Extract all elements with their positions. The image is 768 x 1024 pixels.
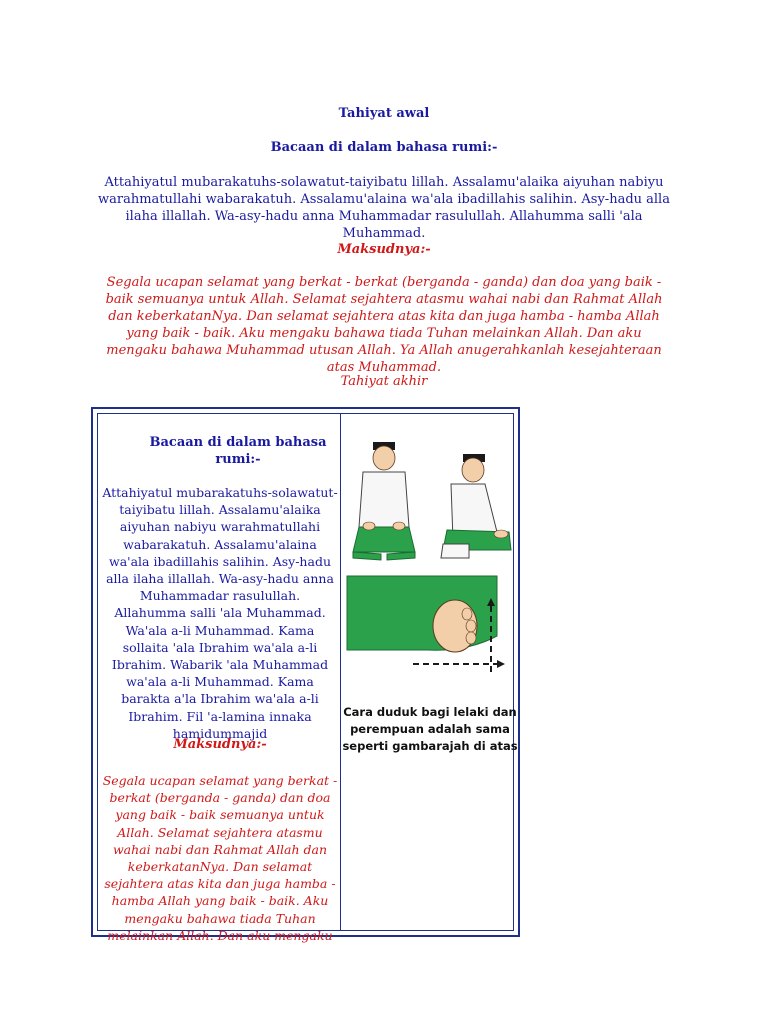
akhir-subtitle-bacaan: Bacaan di dalam bahasa rumi:-	[149, 435, 327, 467]
meaning-heading: Maksudnya:-	[337, 242, 431, 257]
section-subtitle-bacaan: Bacaan di dalam bahasa rumi:-	[270, 140, 498, 155]
tahiyat-akhir-table	[91, 407, 520, 943]
akhir-meaning-text: Segala ucapan selamat yang berkat - berkat (berganda - ganda) dan doa yang baik - baik semuanya untuk Allah. Selamat sejahtera atasmu wahai nabi dan Rahmat Allah dan keberkatanNya. Dan selamat sejahtera atas kita dan juga hamba - hamba Allah yang baik - baik. Aku mengaku bahawa tiada Tuhan melainkan Allah. Dan aku mengaku	[102, 773, 338, 943]
figure-front-view	[353, 442, 415, 560]
section-title-tahiyat-awal: Tahiyat awal	[338, 106, 430, 121]
table-inner-frame	[97, 413, 518, 943]
illustration-caption: Cara duduk bagi lelaki dan perempuan adalah sama seperti gambarajah di atas	[342, 705, 518, 753]
text-column	[98, 414, 341, 943]
foot-position-diagram	[347, 576, 512, 686]
figure-side-view	[441, 454, 511, 558]
illustration-column	[341, 414, 518, 930]
meaning-text: Segala ucapan selamat yang berkat - berkat (berganda - ganda) dan doa yang baik - baik semuanya untuk Allah. Selamat sejahtera atasmu wahai nabi dan Rahmat Allah dan keberkatanNya. Dan selamat sejahtera atas kita dan juga hamba - hamba Allah yang baik - baik. Aku mengaku bahawa tiada Tuhan melainkan Allah. Dan aku mengaku bahawa Muhammad utusan Allah. Ya Allah anugerahkanlah kesejahteraan atas Muhammad.	[105, 275, 663, 375]
section-title-tahiyat-akhir: Tahiyat akhir	[340, 374, 428, 389]
sitting-figures-illustration	[351, 432, 516, 572]
akhir-meaning-heading: Maksudnya:-	[173, 737, 267, 752]
akhir-recitation-text: Attahiyatul mubarakatuhs-solawatut-taiyibatu lillah. Assalamu'alaika aiyuhan nabiyu warahmatullahi wabarakatuh. Assalamu'alaina wa'ala ibadillahis salihin. Asy-hadu alla ilaha illallah. Wa-asy-hadu anna Muhammadar rasulullah. Allahumma salli 'ala Muhammad. Wa'ala a-li Muhammad. Kama sollaita 'ala Ibrahim wa'ala a-li Ibrahim. Wabarik 'ala Muhammad wa'ala a-li Muhammad. Kama barakta a'la Ibrahim wa'ala a-li Ibrahim. Fil 'a-lamina innaka hamidummajid	[102, 485, 338, 741]
recitation-text: Attahiyatul mubarakatuhs-solawatut-taiyibatu lillah. Assalamu'alaika aiyuhan nabiyu warahmatullahi wabarakatuh. Assalamu'alaina wa'ala ibadillahis salihin. Asy-hadu alla ilaha illallah. Wa-asy-hadu anna Muhammadar rasulullah. Allahumma salli 'ala Muhammad.	[98, 175, 670, 241]
